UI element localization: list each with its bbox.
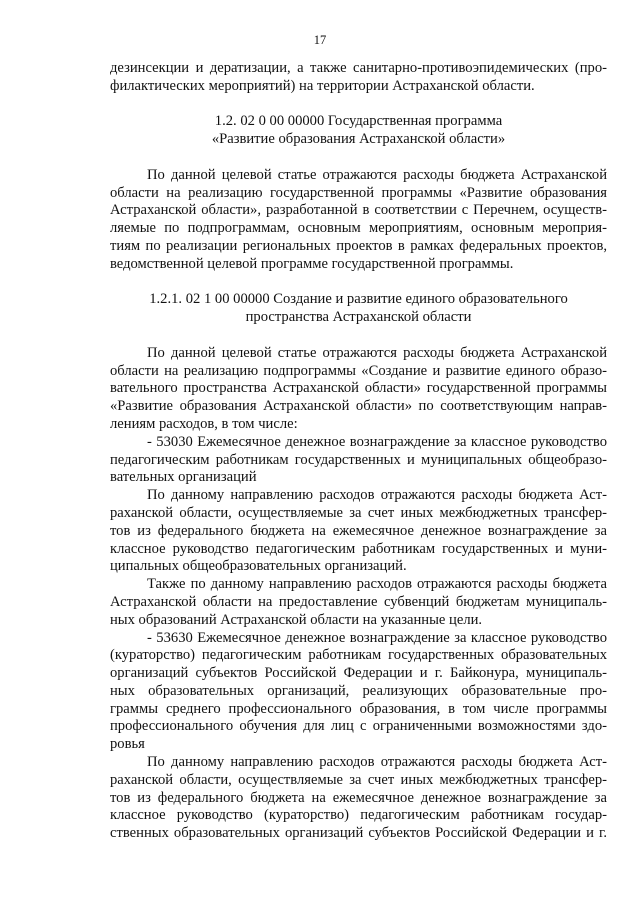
page-number: 17 <box>313 33 327 47</box>
section-heading <box>110 113 607 149</box>
text-line: тов из федерального бюджета на ежемесячное денежное вознаграждение за <box>110 789 607 806</box>
text-line: ных образований Астраханской области на указанные цели. <box>110 611 483 628</box>
paragraph <box>110 754 607 843</box>
paragraph <box>110 434 607 487</box>
text-line: По данному направлению расходов отражаются расходы бюджета Аст- <box>147 754 607 771</box>
text-line: области на реализацию подпрограммы «Создание и развитие единого образо- <box>110 362 607 379</box>
text-line: «Развитие образования Астраханской области» <box>211 131 506 148</box>
text-line: ровья <box>110 736 145 753</box>
text-line: - 53630 Ежемесячное денежное вознаграждение за классное руководство <box>147 629 607 646</box>
text-line: Астраханской области», разработанной в соответствии с Перечнем, осуществ- <box>110 202 607 219</box>
text-line: педагогическим работникам государственных и муниципальных общеобразо- <box>110 451 607 468</box>
paragraph <box>110 345 607 434</box>
text-line: области на реализацию государственной программы «Развитие образования <box>110 184 607 201</box>
text-line: пространства Астраханской области <box>245 309 472 326</box>
text-line: ведомственной целевой программе государственной программы. <box>110 255 514 272</box>
section-heading <box>110 291 607 327</box>
text-line: По данной целевой статье отражаются расходы бюджета Астраханской <box>147 166 607 183</box>
paragraph-spacer <box>110 327 607 345</box>
paragraph <box>110 630 607 755</box>
text-line: вательных организаций <box>110 469 257 486</box>
text-line: раханской области, осуществляемые за счет иных межбюджетных трансфер- <box>110 771 607 788</box>
text-line: По данному направлению расходов отражаются расходы бюджета Аст- <box>147 487 607 504</box>
text-line: классное руководство (кураторство) педагогическим работникам государ- <box>110 807 607 824</box>
text-line: классное руководство педагогическим работникам государственных и муни- <box>110 540 607 557</box>
text-line: филактических мероприятий) на территории Астраханской области. <box>110 77 535 94</box>
text-line: ципальных общеобразовательных организаций. <box>110 558 407 575</box>
text-line: Также по данному направлению расходов отражаются расходы бюджета <box>147 576 607 593</box>
text-line: тов из федерального бюджета на ежемесячное денежное вознаграждение за <box>110 522 607 539</box>
text-line: дезинсекции и дератизации, а также санитарно-противоэпидемических (про- <box>110 60 607 76</box>
text-line: ляемые по подпрограммам, основным мероприятиям, основным мероприя- <box>110 220 607 237</box>
paragraph-spacer <box>110 149 607 167</box>
text-line: организаций субъектов Российской Федерации и г. Байконура, муниципаль- <box>110 665 607 682</box>
paragraph <box>110 487 607 576</box>
text-line: вательного пространства Астраханской области» государственной программы <box>110 380 607 397</box>
text-line: лениям расходов, в том числе: <box>110 415 298 432</box>
paragraph-spacer <box>110 96 607 114</box>
text-line: - 53030 Ежемесячное денежное вознаграждение за классное руководство <box>147 433 607 450</box>
paragraph <box>110 576 607 629</box>
text-line: 1.2.1. 02 1 00 00000 Создание и развитие единого образовательного <box>149 291 568 308</box>
text-line: граммы среднего профессионального образования, в том числе программы <box>110 700 607 717</box>
text-line: 1.2. 02 0 00 00000 Государственная программа <box>214 113 503 130</box>
paragraph-spacer <box>110 274 607 292</box>
text-line: тиям по реализации региональных проектов в рамках федеральных проектов, <box>110 237 607 254</box>
text-line: «Развитие образования Астраханской области» по соответствующим направ- <box>110 398 607 415</box>
document-body <box>110 60 607 843</box>
text-line: ных образовательных организаций, реализующих образовательные про- <box>110 682 607 699</box>
paragraph <box>110 167 607 274</box>
text-line: ственных образовательных организаций субъектов Российской Федерации и г. <box>110 825 607 842</box>
text-line: раханской области, осуществляемые за счет иных межбюджетных трансфер- <box>110 504 607 521</box>
text-line: профессионального обучения для лиц с ограниченными возможностями здо- <box>110 718 607 735</box>
text-line: (кураторство) педагогическим работникам государственных образовательных <box>110 647 607 664</box>
text-line: Астраханской области на предоставление субвенций бюджетам муниципаль- <box>110 593 607 610</box>
paragraph <box>110 60 607 96</box>
text-line: По данной целевой статье отражаются расходы бюджета Астраханской <box>147 344 607 361</box>
